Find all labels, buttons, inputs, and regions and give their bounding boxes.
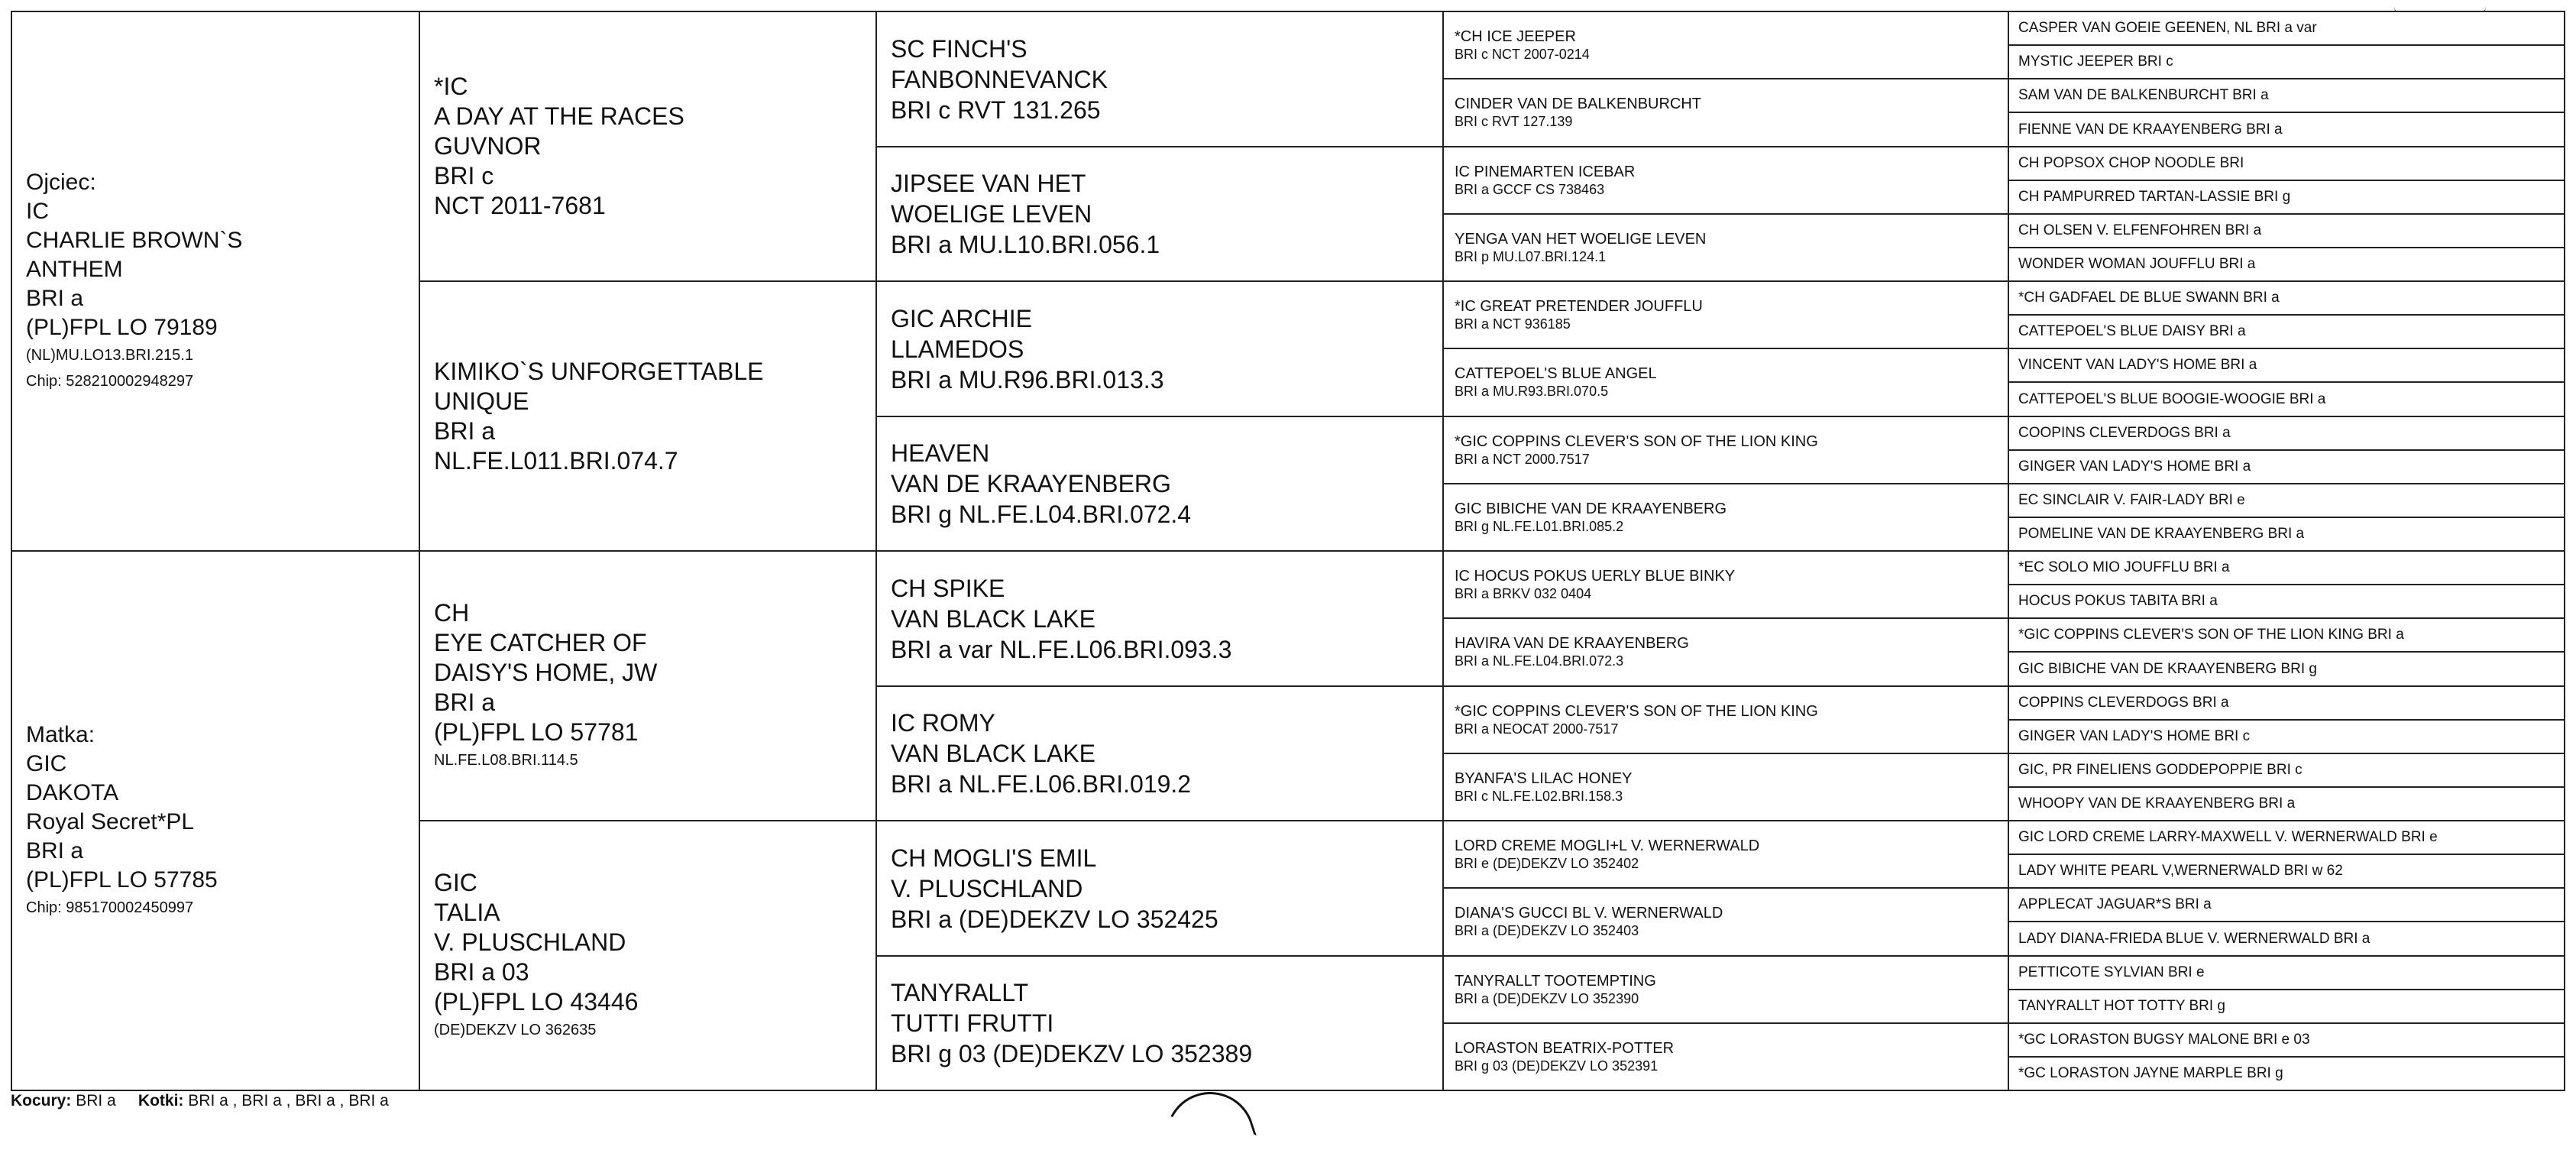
dam-line: Royal Secret*PL — [26, 809, 195, 834]
gen5-name: MYSTIC JEEPER BRI c — [2018, 53, 2173, 70]
gen5-name: LADY DIANA-FRIEDA BLUE V. WERNERWALD BRI a — [2018, 930, 2371, 947]
gen5-cell — [2008, 180, 2565, 215]
gen3-line: JIPSEE VAN HET — [891, 170, 1086, 197]
gen4-cell — [1442, 280, 2009, 349]
gen5-name: CH OLSEN V. ELFENFOHREN BRI a — [2018, 222, 2262, 238]
gen4-registration: BRI p MU.L07.BRI.124.1 — [1455, 248, 1607, 264]
gen4-cell — [1442, 820, 2009, 889]
gen3-line: V. PLUSCHLAND — [891, 874, 1083, 902]
gen5-name: WHOOPY VAN DE KRAAYENBERG BRI a — [2018, 795, 2296, 812]
gen5-name: VINCENT VAN LADY'S HOME BRI a — [2018, 357, 2257, 373]
gen3-line: LLAMEDOS — [891, 335, 1024, 363]
gen3-line: BRI a NL.FE.L06.BRI.019.2 — [891, 770, 1192, 798]
grandparent-line: A DAY AT THE RACES — [434, 102, 684, 130]
gen4-registration: BRI c RVT 127.139 — [1455, 114, 1573, 129]
grandparent-cell — [419, 11, 877, 282]
gen4-cell — [1442, 78, 2009, 147]
gen4-registration: BRI a NL.FE.L04.BRI.072.3 — [1455, 653, 1624, 669]
gen5-name: CATTEPOEL'S BLUE DAISY BRI a — [2018, 323, 2246, 339]
gen5-name: CH POPSOX CHOP NOODLE BRI — [2018, 155, 2244, 171]
gen5-cell — [2008, 449, 2565, 484]
grandparent-line: *IC — [434, 73, 468, 100]
gen4-cell — [1442, 1022, 2009, 1091]
gen5-name: FIENNE VAN DE KRAAYENBERG BRI a — [2018, 121, 2283, 138]
sire-line: (PL)FPL LO 79189 — [26, 315, 218, 340]
grandparent-line: (PL)FPL LO 43446 — [434, 988, 639, 1016]
gen5-name: COPPINS CLEVERDOGS BRI a — [2018, 695, 2229, 711]
gen4-registration: BRI a MU.R93.BRI.070.5 — [1455, 384, 1609, 399]
gen4-cell — [1442, 348, 2009, 417]
gen5-name: HOCUS POKUS TABITA BRI a — [2018, 593, 2218, 609]
gen5-name: APPLECAT JAGUAR*S BRI a — [2018, 896, 2212, 912]
dam-line: BRI a — [26, 838, 84, 863]
dam-line: GIC — [26, 751, 67, 776]
gen4-registration: BRI c NCT 2007-0214 — [1455, 46, 1590, 62]
gen5-name: TANYRALLT HOT TOTTY BRI g — [2018, 998, 2226, 1014]
gen5-cell — [2008, 112, 2565, 147]
gen3-line: GIC ARCHIE — [891, 304, 1032, 332]
grandparent-line: TALIA — [434, 899, 500, 926]
gen3-line: VAN BLACK LAKE — [891, 604, 1095, 633]
gen5-name: POMELINE VAN DE KRAAYENBERG BRI a — [2018, 526, 2305, 542]
gen4-registration: BRI g NL.FE.L01.BRI.085.2 — [1455, 518, 1624, 534]
grandparent-line: GIC — [434, 869, 477, 896]
grandparent-line: (PL)FPL LO 57781 — [434, 718, 639, 746]
gen4-cell — [1442, 146, 2009, 215]
gen5-cell — [2008, 314, 2565, 349]
sire-cell — [11, 11, 420, 552]
grandparent-line: BRI c — [434, 162, 494, 190]
gen3-line: BRI a (DE)DEKZV LO 352425 — [891, 905, 1218, 933]
gen5-cell — [2008, 550, 2565, 585]
gen3-cell — [875, 820, 1444, 957]
gen4-name: BYANFA'S LILAC HONEY — [1455, 769, 1633, 787]
gen5-name: PETTICOTE SYLVIAN BRI e — [2018, 964, 2205, 980]
handwritten-mark — [1154, 1080, 1257, 1163]
gen5-cell — [2008, 685, 2565, 721]
gen3-line: WOELIGE LEVEN — [891, 200, 1092, 228]
gen3-line: VAN BLACK LAKE — [891, 740, 1095, 767]
gen4-registration: BRI e (DE)DEKZV LO 352402 — [1455, 855, 1639, 871]
gen5-cell — [2008, 887, 2565, 922]
gen4-cell — [1442, 213, 2009, 282]
gen3-line: BRI a MU.R96.BRI.013.3 — [891, 365, 1164, 394]
gen5-cell — [2008, 989, 2565, 1024]
gen3-cell — [875, 955, 1444, 1091]
gen5-cell — [2008, 483, 2565, 518]
gen4-cell — [1442, 617, 2009, 687]
kocury-label: Kocury: — [11, 1092, 72, 1110]
gen5-cell — [2008, 617, 2565, 653]
gen5-name: CH PAMPURRED TARTAN-LASSIE BRI g — [2018, 189, 2291, 205]
grandparent-cell — [419, 280, 877, 552]
gen4-name: YENGA VAN HET WOELIGE LEVEN — [1455, 230, 1707, 248]
gen3-cell — [875, 416, 1444, 552]
gen5-cell — [2008, 213, 2565, 248]
gen5-name: EC SINCLAIR V. FAIR-LADY BRI e — [2018, 492, 2245, 508]
grandparent-cell — [419, 550, 877, 821]
gen4-cell — [1442, 416, 2009, 484]
gen4-registration: BRI a BRKV 032 0404 — [1455, 585, 1592, 601]
dam-line: DAKOTA — [26, 780, 119, 805]
gen4-cell — [1442, 753, 2009, 821]
gen3-line: IC ROMY — [891, 709, 995, 737]
gen5-cell — [2008, 1056, 2565, 1091]
gen4-name: HAVIRA VAN DE KRAAYENBERG — [1455, 635, 1689, 652]
gen5-cell — [2008, 78, 2565, 113]
gen3-line: TUTTI FRUTTI — [891, 1009, 1054, 1037]
gen5-name: WONDER WOMAN JOUFFLU BRI a — [2018, 256, 2256, 272]
gen5-cell — [2008, 348, 2565, 383]
gen5-cell — [2008, 854, 2565, 889]
grandparent-line: BRI a 03 — [434, 958, 529, 986]
gen5-name: GINGER VAN LADY'S HOME BRI a — [2018, 458, 2251, 475]
gen4-name: CATTEPOEL'S BLUE ANGEL — [1455, 365, 1657, 382]
gen3-line: VAN DE KRAAYENBERG — [891, 470, 1171, 497]
pedigree-table — [11, 11, 2565, 1090]
kocury-value: BRI a — [76, 1092, 116, 1110]
dam-cell — [11, 550, 420, 1091]
gen4-registration: BRI a GCCF CS 738463 — [1455, 181, 1605, 197]
sire-line: Ojciec: — [26, 170, 96, 195]
gen4-cell — [1442, 11, 2009, 79]
sire-line: CHARLIE BROWN`S — [26, 228, 243, 253]
kotki-value: BRI a , BRI a , BRI a , BRI a — [188, 1092, 389, 1110]
gen5-name: LADY WHITE PEARL V,WERNERWALD BRI w 62 — [2018, 863, 2343, 879]
gen3-line: CH SPIKE — [891, 574, 1005, 602]
gen5-cell — [2008, 955, 2565, 990]
gen5-cell — [2008, 651, 2565, 687]
gen5-name: CASPER VAN GOEIE GEENEN, NL BRI a var — [2018, 20, 2317, 36]
grandparent-line: NCT 2011-7681 — [434, 192, 606, 219]
gen3-line: BRI a MU.L10.BRI.056.1 — [891, 231, 1160, 258]
gen4-name: *GIC COPPINS CLEVER'S SON OF THE LION KING — [1455, 432, 1818, 450]
gen5-name: GIC LORD CREME LARRY-MAXWELL V. WERNERWALD BRI e — [2018, 829, 2438, 845]
gen5-name: GIC, PR FINELIENS GODDEPOPPIE BRI c — [2018, 762, 2303, 778]
gen5-name: *CH GADFAEL DE BLUE SWANN BRI a — [2018, 290, 2280, 306]
gen5-cell — [2008, 416, 2565, 451]
gen5-name: SAM VAN DE BALKENBURCHT BRI a — [2018, 87, 2269, 103]
gen4-name: LORD CREME MOGLI+L V. WERNERWALD — [1455, 837, 1760, 854]
gen3-line: BRI g 03 (DE)DEKZV LO 352389 — [891, 1040, 1253, 1067]
dam-detail: Chip: 985170002450997 — [26, 899, 194, 916]
dam-line: Matka: — [26, 722, 95, 747]
sire-line: IC — [26, 199, 49, 224]
gen3-cell — [875, 685, 1444, 821]
gen5-cell — [2008, 1022, 2565, 1058]
gen5-cell — [2008, 146, 2565, 181]
gen5-cell — [2008, 584, 2565, 619]
gen3-cell — [875, 146, 1444, 282]
grandparent-line: DAISY'S HOME, JW — [434, 659, 658, 686]
grandparent-line: UNIQUE — [434, 387, 529, 415]
gen3-line: FANBONNEVANCK — [891, 65, 1108, 93]
grandparent-line: BRI a — [434, 416, 496, 445]
gen4-name: LORASTON BEATRIX-POTTER — [1455, 1039, 1675, 1057]
gen3-line: TANYRALLT — [891, 979, 1029, 1006]
dam-line: (PL)FPL LO 57785 — [26, 867, 218, 892]
gen4-registration: BRI g 03 (DE)DEKZV LO 352391 — [1455, 1058, 1659, 1074]
sire-detail: (NL)MU.LO13.BRI.215.1 — [26, 347, 193, 364]
grandparent-line: EYE CATCHER OF — [434, 629, 647, 656]
gen5-cell — [2008, 44, 2565, 79]
gen5-cell — [2008, 517, 2565, 552]
gen4-name: DIANA'S GUCCI BL V. WERNERWALD — [1455, 905, 1723, 922]
gen5-cell — [2008, 11, 2565, 46]
gen4-name: TANYRALLT TOOTEMPTING — [1455, 972, 1656, 990]
gen5-name: *EC SOLO MIO JOUFFLU BRI a — [2018, 559, 2230, 575]
gen3-line: BRI c RVT 131.265 — [891, 96, 1101, 124]
gen4-registration: BRI a NCT 2000.7517 — [1455, 451, 1590, 467]
gen4-cell — [1442, 550, 2009, 619]
gen5-name: *GC LORASTON JAYNE MARPLE BRI g — [2018, 1065, 2283, 1081]
grandparent-line: V. PLUSCHLAND — [434, 928, 626, 956]
grandparent-line: NL.FE.L011.BRI.074.7 — [434, 446, 678, 475]
gen5-name: GIC BIBICHE VAN DE KRAAYENBERG BRI g — [2018, 660, 2318, 677]
gen4-registration: BRI a (DE)DEKZV LO 352390 — [1455, 990, 1639, 1006]
grandparent-line: KIMIKO`S UNFORGETTABLE — [434, 357, 764, 385]
grandparent-detail: NL.FE.L08.BRI.114.5 — [434, 752, 578, 769]
gen3-cell — [875, 550, 1444, 687]
gen4-registration: BRI a NEOCAT 2000-7517 — [1455, 721, 1619, 737]
gen5-name: GINGER VAN LADY'S HOME BRI c — [2018, 728, 2251, 744]
gen4-name: IC HOCUS POKUS UERLY BLUE BINKY — [1455, 567, 1736, 585]
gen4-name: IC PINEMARTEN ICEBAR — [1455, 163, 1636, 180]
gen4-registration: BRI a (DE)DEKZV LO 352403 — [1455, 923, 1639, 938]
gen5-cell — [2008, 820, 2565, 855]
gen5-cell — [2008, 786, 2565, 821]
gen3-cell — [875, 280, 1444, 417]
grandparent-line: BRI a — [434, 688, 496, 716]
gen4-registration: BRI a NCT 936185 — [1455, 316, 1571, 332]
gen3-line: HEAVEN — [891, 439, 990, 467]
gen3-cell — [875, 11, 1444, 147]
gen5-cell — [2008, 719, 2565, 754]
gen3-line: BRI g NL.FE.L04.BRI.072.4 — [891, 501, 1192, 528]
gen3-line: SC FINCH'S — [891, 34, 1027, 63]
gen4-registration: BRI c NL.FE.L02.BRI.158.3 — [1455, 788, 1623, 804]
gen4-cell — [1442, 955, 2009, 1024]
gen3-line: BRI a var NL.FE.L06.BRI.093.3 — [891, 635, 1232, 663]
gen4-cell — [1442, 887, 2009, 957]
gen5-cell — [2008, 280, 2565, 316]
gen5-cell — [2008, 247, 2565, 282]
gen4-cell — [1442, 483, 2009, 552]
kotki-label: Kotki: — [138, 1092, 184, 1110]
grandparent-cell — [419, 820, 877, 1091]
gen5-name: COOPINS CLEVERDOGS BRI a — [2018, 425, 2231, 441]
gen4-name: *IC GREAT PRETENDER JOUFFLU — [1455, 297, 1703, 315]
gen4-name: *GIC COPPINS CLEVER'S SON OF THE LION KING — [1455, 702, 1818, 720]
gen5-name: *GIC COPPINS CLEVER'S SON OF THE LION KING BRI a — [2018, 627, 2404, 643]
sire-line: ANTHEM — [26, 257, 123, 282]
gen5-name: *GC LORASTON BUGSY MALONE BRI e 03 — [2018, 1032, 2310, 1048]
sire-detail: Chip: 528210002948297 — [26, 373, 194, 390]
gen4-name: *CH ICE JEEPER — [1455, 28, 1576, 45]
footer-colors — [11, 1091, 389, 1111]
gen4-name: GIC BIBICHE VAN DE KRAAYENBERG — [1455, 500, 1727, 517]
gen5-cell — [2008, 753, 2565, 788]
gen5-cell — [2008, 381, 2565, 417]
gen5-cell — [2008, 921, 2565, 957]
grandparent-detail: (DE)DEKZV LO 362635 — [434, 1022, 597, 1038]
gen3-line: CH MOGLI'S EMIL — [891, 844, 1097, 872]
gen4-name: CINDER VAN DE BALKENBURCHT — [1455, 96, 1702, 112]
sire-line: BRI a — [26, 286, 84, 311]
grandparent-line: GUVNOR — [434, 132, 542, 160]
gen4-cell — [1442, 685, 2009, 754]
grandparent-line: CH — [434, 599, 470, 627]
gen5-name: CATTEPOEL'S BLUE BOOGIE-WOOGIE BRI a — [2018, 390, 2326, 407]
